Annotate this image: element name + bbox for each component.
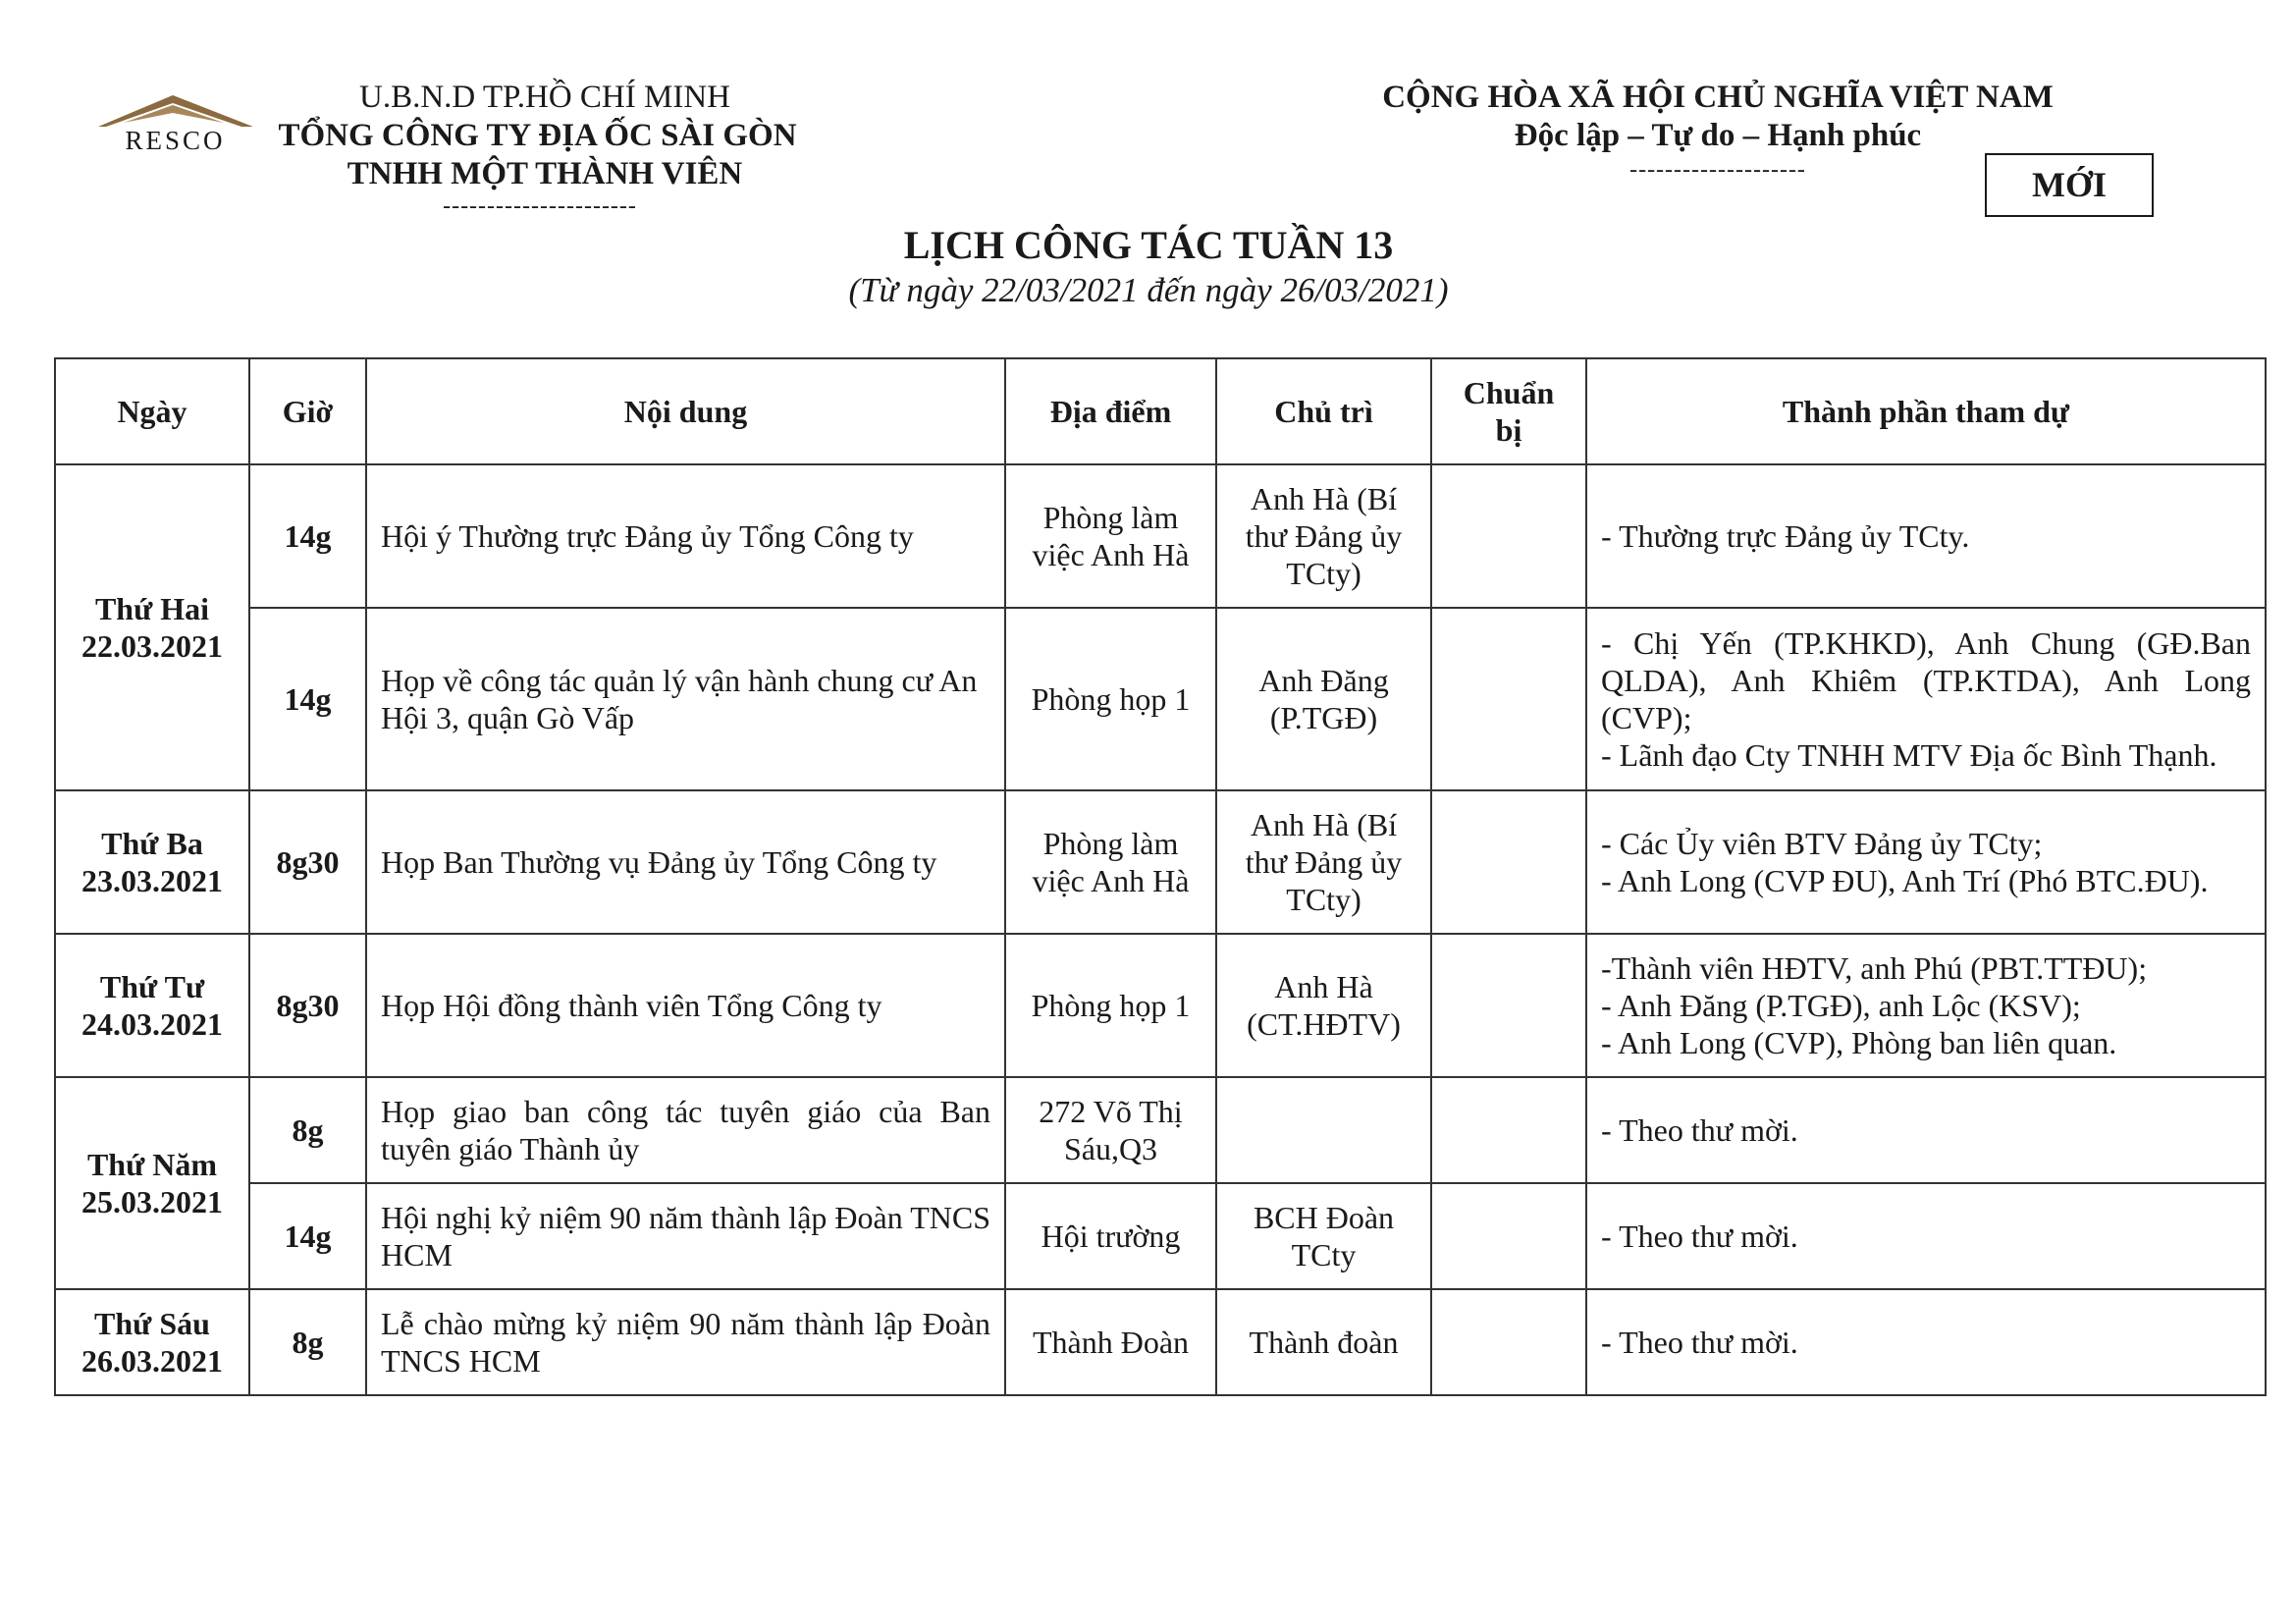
participant-line: - Lãnh đạo Cty TNHH MTV Địa ốc Bình Thạnh.: [1601, 737, 2217, 773]
day-name: Thứ Tư: [99, 969, 205, 1004]
day-date: 26.03.2021: [81, 1343, 223, 1379]
chair-cell: Anh Đăng (P.TGĐ): [1216, 608, 1431, 790]
prep-cell: [1431, 464, 1586, 608]
participant-line: - Theo thư mời.: [1601, 1218, 1798, 1254]
participant-line: - Anh Long (CVP ĐU), Anh Trí (Phó BTC.ĐU).: [1601, 863, 2209, 898]
table-row: [55, 1289, 2266, 1395]
location-cell: Phòng họp 1: [1005, 608, 1216, 790]
new-badge: MỚI: [1985, 153, 2154, 217]
chair-cell: BCH Đoàn TCty: [1216, 1183, 1431, 1289]
location-cell: Phòng họp 1: [1005, 934, 1216, 1077]
header-time: Giờ: [249, 358, 366, 464]
prep-cell: [1431, 934, 1586, 1077]
chair-cell: Anh Hà (CT.HĐTV): [1216, 934, 1431, 1077]
content-cell: Họp về công tác quản lý vận hành chung cư An Hội 3, quận Gò Vấp: [366, 608, 1005, 790]
page-title: LỊCH CÔNG TÁC TUẦN 13: [903, 223, 1394, 267]
time-cell: 8g: [249, 1289, 366, 1395]
header-location: Địa điểm: [1005, 358, 1216, 464]
participant-line: -Thành viên HĐTV, anh Phú (PBT.TTĐU);: [1601, 950, 2148, 986]
participants-cell: [1586, 790, 2266, 934]
table-row: [55, 1183, 2266, 1289]
chair-cell: Thành đoàn: [1216, 1289, 1431, 1395]
header-participants: Thành phần tham dự: [1586, 358, 2266, 464]
day-date: 23.03.2021: [81, 863, 223, 898]
day-cell: [55, 464, 249, 790]
prep-cell: [1431, 1183, 1586, 1289]
time-cell: 14g: [249, 464, 366, 608]
table-row: [55, 464, 2266, 608]
content-cell: Hội ý Thường trực Đảng ủy Tổng Công ty: [366, 464, 1005, 608]
org-line-1: U.B.N.D TP.HỒ CHÍ MINH: [358, 80, 730, 115]
day-cell: [55, 934, 249, 1077]
header-day: Ngày: [55, 358, 249, 464]
content-cell: Họp giao ban công tác tuyên giáo của Ban tuyên giáo Thành ủy: [366, 1077, 1005, 1183]
org-line-3: TNHH MỘT THÀNH VIÊN: [347, 156, 743, 191]
location-cell: Phòng làm việc Anh Hà: [1005, 790, 1216, 934]
header-content: Nội dung: [366, 358, 1005, 464]
participant-line: - Các Ủy viên BTV Đảng ủy TCty;: [1601, 826, 2043, 861]
header-left-divider: ----------------------: [443, 193, 637, 219]
header-right-divider: --------------------: [1629, 157, 1806, 183]
chair-cell: Anh Hà (Bí thư Đảng ủy TCty): [1216, 464, 1431, 608]
prep-cell: [1431, 608, 1586, 790]
content-cell: Hội nghị kỷ niệm 90 năm thành lập Đoàn TNCS HCM: [366, 1183, 1005, 1289]
day-date: 24.03.2021: [81, 1006, 223, 1042]
time-cell: 14g: [249, 1183, 366, 1289]
location-cell: Phòng làm việc Anh Hà: [1005, 464, 1216, 608]
time-cell: 14g: [249, 608, 366, 790]
chair-cell: [1216, 1077, 1431, 1183]
national-motto: Độc lập – Tự do – Hạnh phúc: [1514, 118, 1922, 153]
org-line-2: TỔNG CÔNG TY ĐỊA ỐC SÀI GÒN: [278, 118, 797, 153]
participant-line: - Anh Long (CVP), Phòng ban liên quan.: [1601, 1025, 2117, 1060]
resco-logo-text: RESCO: [125, 126, 226, 155]
time-cell: 8g30: [249, 934, 366, 1077]
content-cell: Họp Hội đồng thành viên Tổng Công ty: [366, 934, 1005, 1077]
prep-cell: [1431, 1289, 1586, 1395]
participant-line: - Theo thư mời.: [1601, 1112, 1798, 1148]
header-chair: Chủ trì: [1216, 358, 1431, 464]
location-cell: 272 Võ Thị Sáu,Q3: [1005, 1077, 1216, 1183]
day-cell: [55, 1289, 249, 1395]
national-title: CỘNG HÒA XÃ HỘI CHỦ NGHĨA VIỆT NAM: [1382, 80, 2054, 115]
participant-line: - Chị Yến (TP.KHKD), Anh Chung (GĐ.Ban QLDA), Anh Khiêm (TP.KTDA), Anh Long (CVP);: [1601, 625, 2251, 735]
header-prep: [1431, 358, 1586, 464]
table-header-row: [55, 358, 2266, 464]
content-cell: Họp Ban Thường vụ Đảng ủy Tổng Công ty: [366, 790, 1005, 934]
day-name: Thứ Ba: [101, 826, 203, 861]
schedule-table: [54, 357, 2267, 1396]
day-name: Thứ Sáu: [94, 1306, 210, 1341]
day-cell: [55, 1077, 249, 1289]
day-name: Thứ Hai: [94, 591, 210, 626]
day-name: Thứ Năm: [86, 1147, 218, 1182]
prep-cell: [1431, 790, 1586, 934]
time-cell: 8g30: [249, 790, 366, 934]
participants-cell: [1586, 1077, 2266, 1183]
participant-line: - Anh Đăng (P.TGĐ), anh Lộc (KSV);: [1601, 988, 2081, 1023]
day-date: 25.03.2021: [81, 1184, 223, 1219]
location-cell: Hội trường: [1005, 1183, 1216, 1289]
day-cell: [55, 790, 249, 934]
participants-cell: [1586, 464, 2266, 608]
participants-cell: [1586, 608, 2266, 790]
page-subtitle: (Từ ngày 22/03/2021 đến ngày 26/03/2021): [848, 271, 1449, 309]
day-date: 22.03.2021: [81, 628, 223, 664]
participant-line: - Theo thư mời.: [1601, 1325, 1798, 1360]
participants-cell: [1586, 934, 2266, 1077]
participant-line: - Thường trực Đảng ủy TCty.: [1601, 518, 1970, 554]
time-cell: 8g: [249, 1077, 366, 1183]
table-row: [55, 934, 2266, 1077]
header-prep-line1: Chuẩn: [1463, 375, 1555, 410]
chair-cell: Anh Hà (Bí thư Đảng ủy TCty): [1216, 790, 1431, 934]
table-row: [55, 1077, 2266, 1183]
table-row: [55, 608, 2266, 790]
prep-cell: [1431, 1077, 1586, 1183]
header-prep-line2: bị: [1495, 412, 1522, 448]
location-cell: Thành Đoàn: [1005, 1289, 1216, 1395]
participants-cell: [1586, 1183, 2266, 1289]
participants-cell: [1586, 1289, 2266, 1395]
content-cell: Lễ chào mừng kỷ niệm 90 năm thành lập Đoàn TNCS HCM: [366, 1289, 1005, 1395]
table-row: [55, 790, 2266, 934]
